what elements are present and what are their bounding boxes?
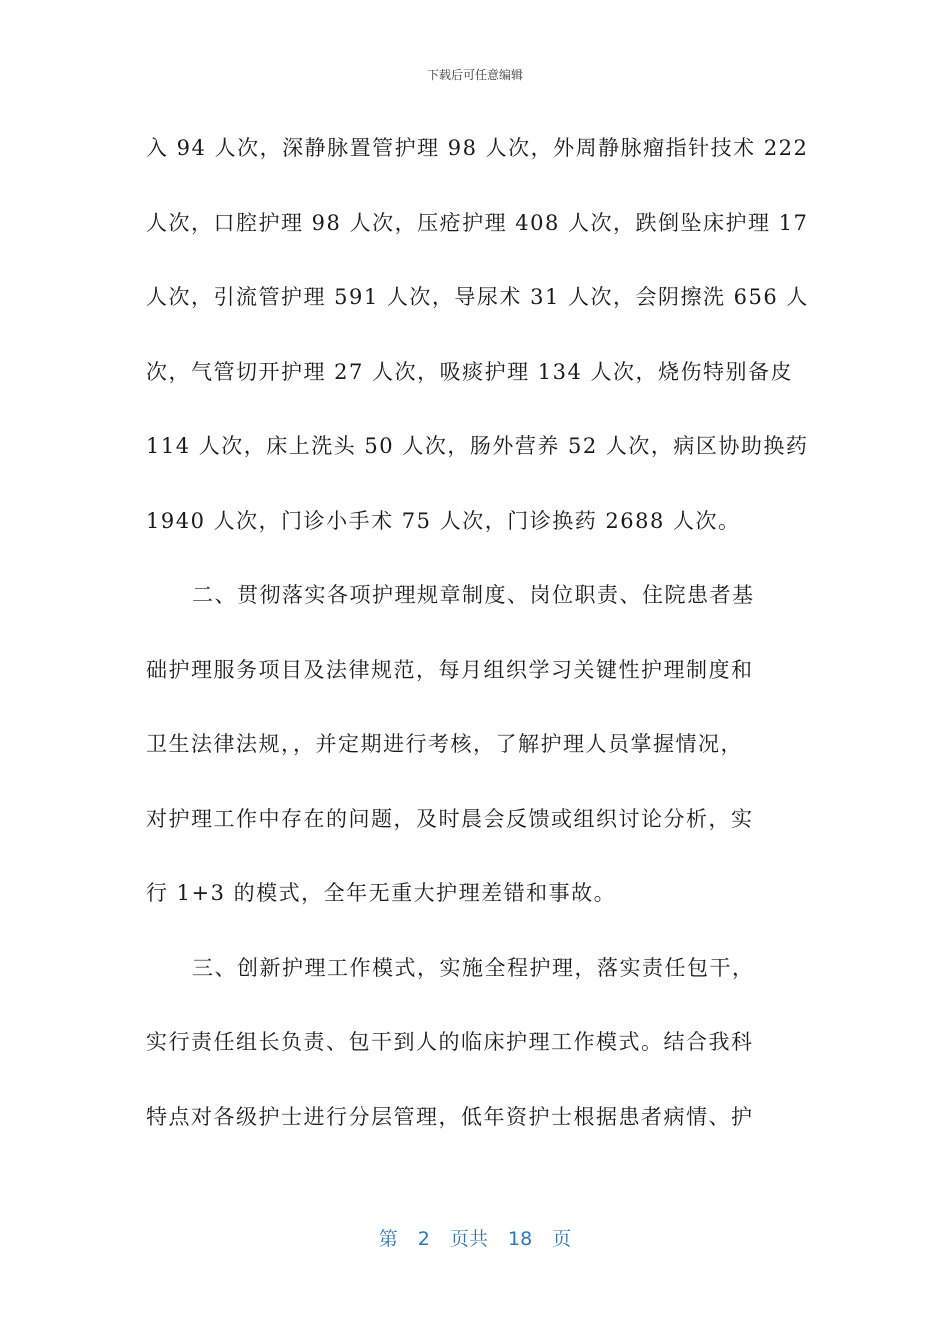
text-line: 人次，引流管护理 591 人次，导尿术 31 人次，会阴擦洗 656 人	[146, 285, 809, 309]
text-line: 人次，口腔护理 98 人次，压疮护理 408 人次，跌倒坠床护理 17	[146, 211, 809, 235]
text-line: 对护理工作中存在的问题，及时晨会反馈或组织讨论分析，实	[146, 807, 754, 831]
text-line: 实行责任组长负责、包干到人的临床护理工作模式。结合我科	[146, 1030, 754, 1054]
paragraph-first-line: 二、贯彻落实各项护理规章制度、岗位职责、住院患者基	[192, 583, 755, 607]
total-page-count: 18	[508, 1228, 533, 1250]
paragraph-first-line: 三、创新护理工作模式，实施全程护理，落实责任包干，	[192, 956, 755, 980]
page-header: 下载后可任意编辑	[426, 68, 523, 82]
text-line: 特点对各级护士进行分层管理，低年资护士根据患者病情、护	[146, 1105, 754, 1129]
text-line: 入 94 人次，深静脉置管护理 98 人次，外周静脉瘤指针技术 222	[146, 136, 809, 160]
current-page-number: 2	[417, 1228, 430, 1250]
footer-prefix: 第	[378, 1228, 398, 1250]
footer-middle: 页共	[449, 1228, 488, 1250]
text-line: 卫生法律法规，，并定期进行考核，了解护理人员掌握情况，	[146, 732, 743, 756]
text-line: 1940 人次，门诊小手术 75 人次，门诊换药 2688 人次。	[146, 509, 741, 533]
text-line: 次，气管切开护理 27 人次，吸痰护理 134 人次，烧伤特别备皮	[146, 360, 794, 384]
text-line: 行 1+3 的模式，全年无重大护理差错和事故。	[146, 881, 617, 905]
page-footer	[0, 1224, 950, 1251]
text-line: 础护理服务项目及法律规范，每月组织学习关键性护理制度和	[146, 658, 754, 682]
text-line: 114 人次，床上洗头 50 人次，肠外营养 52 人次，病区协助换药	[146, 434, 809, 458]
footer-suffix: 页	[552, 1228, 572, 1250]
